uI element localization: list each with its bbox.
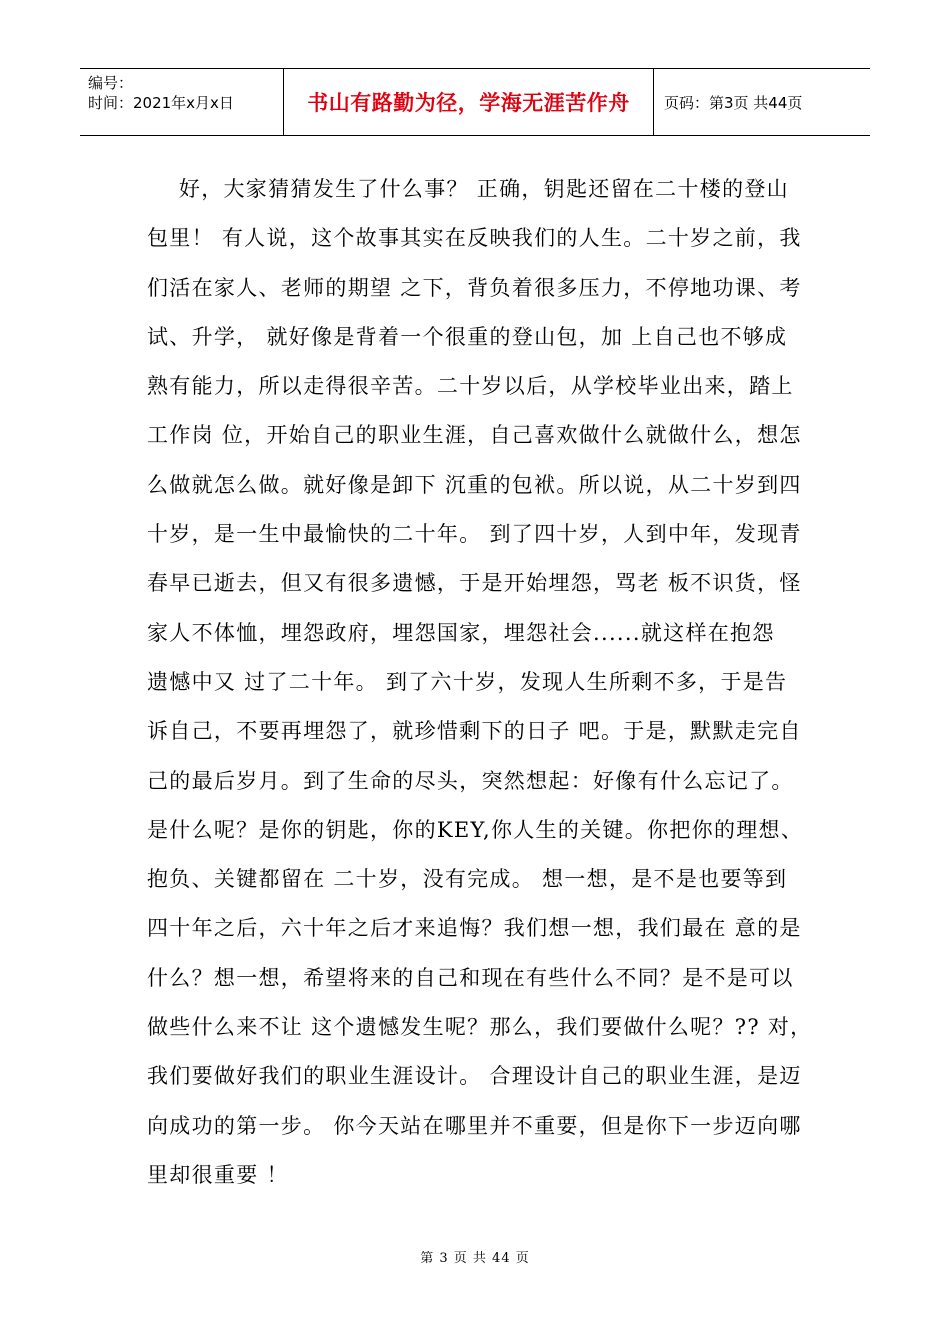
text-line: 十岁，是一生中最愉快的二十年。 到了四十岁，人到中年，发现青	[147, 522, 802, 547]
header-meta	[80, 69, 283, 135]
document-date: 时间：2021年x月x日	[88, 94, 234, 112]
text-line: 包里！ 有人说，这个故事其实在反映我们的人生。二十岁之前，我	[147, 226, 802, 251]
text-line: 里却很重要 ！	[147, 1162, 289, 1187]
text-line: 么做就怎么做。就好像是卸下 沉重的包袱。所以说，从二十岁到四	[147, 472, 802, 497]
text-line: 遗憾中又 过了二十年。 到了六十岁，发现人生所剩不多，于是告	[147, 669, 788, 694]
header-motto: 书山有路勤为径，学海无涯苦作舟	[283, 69, 654, 135]
text-line: 好，大家猜猜发生了什么事？ 正确，钥匙还留在二十楼的登山	[147, 177, 789, 201]
text-line: 们活在家人、老师的期望 之下，背负着很多压力，不停地功课、考	[147, 275, 802, 300]
page-footer: 第 3 页 共 44 页	[420, 1251, 530, 1266]
text-line: 熟有能力，所以走得很辛苦。二十岁以后，从学校毕业出来，踏上	[147, 374, 794, 399]
text-line: 工作岗 位，开始自己的职业生涯，自己喜欢做什么就做什么，想怎	[147, 423, 802, 448]
text-line: 向成功的第一步。 你今天站在哪里并不重要，但是你下一步迈向哪	[147, 1113, 802, 1138]
text-line: 家人不体恤，埋怨政府，埋怨国家，埋怨社会......就这样在抱怨	[147, 620, 775, 645]
document-number-label: 编号：	[88, 74, 134, 92]
text-line: 诉自己，不要再埋怨了，就珍惜剩下的日子 吧。于是，默默走完自	[147, 719, 802, 744]
text-line: 试、升学， 就好像是背着一个很重的登山包，加 上自己也不够成	[147, 324, 788, 349]
text-line: 春早已逝去，但又有很多遗憾，于是开始埋怨，骂老 板不识货，怪	[147, 571, 802, 596]
text-line: 是什么呢？是你的钥匙，你的KEY,你人生的关键。你把你的理想、	[147, 817, 804, 842]
text-line: 什么？想一想，希望将来的自己和现在有些什么不同？是不是可以	[147, 965, 794, 990]
text-line: 我们要做好我们的职业生涯设计。 合理设计自己的职业生涯，是迈	[147, 1064, 802, 1089]
body-paragraph	[147, 165, 837, 1200]
page-header	[80, 68, 870, 136]
header-page-info: 页码：第3页 共44页	[664, 93, 803, 112]
text-line: 己的最后岁月。到了生命的尽头，突然想起：好像有什么忘记了。	[147, 768, 794, 793]
text-line: 做些什么来不让 这个遗憾发生呢？那么，我们要做什么呢？?? 对，	[147, 1015, 813, 1040]
text-line: 抱负、关键都留在 二十岁，没有完成。 想一想，是不是也要等到	[147, 867, 788, 892]
text-line: 四十年之后，六十年之后才来追悔？我们想一想，我们最在 意的是	[147, 916, 802, 941]
